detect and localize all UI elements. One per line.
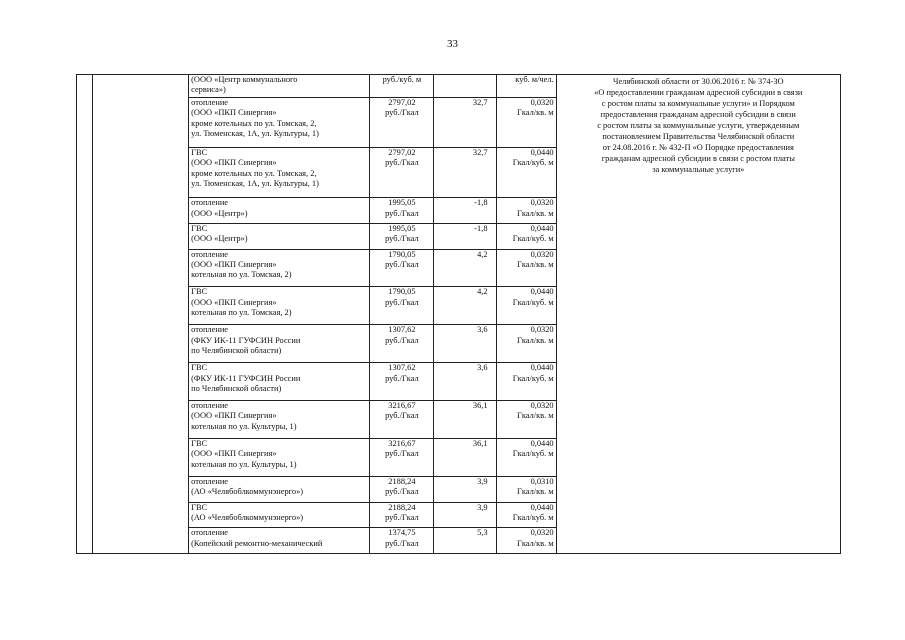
legal-basis-text: за коммунальные услуги» — [652, 165, 745, 174]
service-text: отопление — [191, 98, 229, 107]
tariff-text: 1307,62 — [388, 325, 416, 335]
municipality-cell — [93, 75, 189, 554]
legal-basis-text: Челябинской области от 30.06.2016 г. № 374-ЗО — [613, 77, 784, 86]
growth-text: 36,1 — [472, 401, 488, 411]
growth-text: 36,1 — [472, 439, 488, 449]
tariff-text: руб./Гкал — [385, 259, 419, 269]
growth-cell — [434, 287, 496, 325]
norm-text: Гкал/кв. м — [517, 411, 554, 421]
growth-cell — [434, 325, 496, 363]
tariff-cell — [370, 249, 434, 287]
tariff-text: 1374,75 — [388, 528, 416, 538]
service-cell — [189, 75, 370, 98]
legal-basis-text: предоставления гражданам адресной субсидии в связи — [600, 110, 796, 119]
service-text: (ООО «ПКП Синергия» — [191, 158, 277, 168]
service-text: ГВС — [191, 363, 208, 373]
tariff-cell — [370, 476, 434, 502]
norm-text: 0,0320 — [530, 198, 554, 208]
tariff-text: руб./Гкал — [385, 335, 419, 345]
tariff-cell — [370, 98, 434, 148]
growth-cell — [434, 502, 496, 528]
tariff-text: 2797,02 — [388, 98, 416, 107]
service-text: ГВС — [191, 439, 208, 449]
legal-basis-text: от 24.08.2016 г. № 432-П «О Порядке предоставления — [602, 143, 794, 152]
growth-cell — [434, 401, 496, 439]
norm-cell — [496, 287, 556, 325]
norm-cell — [496, 249, 556, 287]
norm-cell — [496, 528, 556, 554]
tariff-cell — [370, 439, 434, 477]
service-cell — [189, 287, 370, 325]
service-text: (АО «Челябоблкоммунэнерго») — [191, 487, 304, 497]
norm-text: Гкал/кв. м — [517, 259, 554, 269]
legal-basis-cell — [556, 75, 840, 554]
norm-cell — [496, 476, 556, 502]
service-cell — [189, 98, 370, 148]
growth-cell — [434, 75, 496, 98]
tariff-cell — [370, 401, 434, 439]
tariff-text: 1995,05 — [388, 223, 416, 233]
norm-cell — [496, 223, 556, 249]
tariff-text: 2188,24 — [388, 476, 416, 486]
growth-text: 32,7 — [472, 98, 488, 107]
growth-cell — [434, 528, 496, 554]
norm-cell — [496, 325, 556, 363]
service-text: отопление — [191, 476, 229, 486]
norm-text: Гкал/кв. м — [517, 487, 554, 497]
norm-text: Гкал/кв. м — [517, 335, 554, 345]
service-text: (ООО «ПКП Синергия» — [191, 259, 277, 269]
tariff-cell — [370, 75, 434, 98]
legal-basis-text: гражданам адресной субсидии в связи с ростом платы — [601, 154, 795, 163]
service-text: отопление — [191, 249, 229, 259]
norm-text: 0,0320 — [530, 98, 554, 107]
service-cell — [189, 249, 370, 287]
growth-cell — [434, 98, 496, 148]
growth-text: 3,6 — [477, 363, 488, 373]
table-row — [77, 75, 841, 98]
tariff-text: руб./Гкал — [385, 487, 419, 497]
tariff-text: руб./куб. м — [382, 75, 422, 84]
norm-text: Гкал/куб. м — [512, 297, 554, 307]
norm-text: 0,0310 — [530, 476, 554, 486]
service-text: ГВС — [191, 148, 208, 158]
service-text: (ООО «ПКП Синергия» — [191, 411, 277, 421]
norm-cell — [496, 363, 556, 401]
tariff-cell — [370, 198, 434, 224]
service-text: (ООО «Центр») — [191, 234, 248, 244]
service-text: сервиса») — [191, 85, 226, 95]
service-text: (ООО «ПКП Синергия» — [191, 449, 277, 459]
norm-text: 0,0440 — [530, 502, 554, 512]
service-text: кроме котельных по ул. Томская, 2, — [191, 118, 317, 128]
tariff-cell — [370, 287, 434, 325]
growth-text: -1,8 — [474, 223, 488, 233]
service-text: котельная по ул. Культуры, 1) — [191, 421, 297, 431]
service-cell — [189, 502, 370, 528]
norm-text: Гкал/кв. м — [517, 208, 554, 218]
tariff-text: руб./Гкал — [385, 208, 419, 218]
service-text: котельная по ул. Томская, 2) — [191, 270, 292, 280]
tariff-text: руб./Гкал — [385, 108, 419, 118]
growth-text: 3,9 — [477, 502, 488, 512]
growth-text: 32,7 — [472, 148, 488, 158]
service-text: ГВС — [191, 223, 208, 233]
tariff-text: 1790,05 — [388, 249, 416, 259]
tariff-cell — [370, 528, 434, 554]
legal-basis-text: с ростом платы за коммунальные услуги» и Порядком — [601, 99, 795, 108]
service-cell — [189, 198, 370, 224]
norm-cell — [496, 502, 556, 528]
tariff-text: 3216,67 — [388, 401, 416, 411]
service-cell — [189, 223, 370, 249]
norm-text: Гкал/куб. м — [512, 512, 554, 522]
norm-text: 0,0320 — [530, 249, 554, 259]
legal-basis-text: с ростом платы за коммунальные услуги, утвержденным — [597, 121, 800, 130]
service-text: (АО «Челябоблкоммунэнерго») — [191, 512, 304, 522]
service-cell — [189, 363, 370, 401]
tariff-text: руб./Гкал — [385, 538, 419, 548]
growth-cell — [434, 249, 496, 287]
tariff-text: 3216,67 — [388, 439, 416, 449]
norm-text: 0,0320 — [530, 325, 554, 335]
service-text: (ООО «ПКП Синергия» — [191, 108, 277, 118]
norm-text: 0,0320 — [530, 528, 554, 538]
norm-text: Гкал/куб. м — [512, 158, 554, 168]
service-cell — [189, 528, 370, 554]
norm-text: 0,0440 — [530, 287, 554, 297]
service-text: отопление — [191, 401, 229, 411]
growth-cell — [434, 148, 496, 198]
service-text: (ООО «Центр коммунального — [191, 75, 298, 84]
service-text: кроме котельных по ул. Томская, 2, — [191, 168, 317, 178]
service-text: ул. Тюменская, 1А, ул. Культуры, 1) — [191, 128, 319, 138]
tariff-cell — [370, 363, 434, 401]
norm-text: 0,0440 — [530, 148, 554, 158]
norm-cell — [496, 98, 556, 148]
growth-cell — [434, 476, 496, 502]
service-text: отопление — [191, 325, 229, 335]
norm-text: Гкал/кв. м — [517, 108, 554, 118]
norm-text: 0,0320 — [530, 401, 554, 411]
growth-text: 4,2 — [477, 287, 488, 297]
norm-text: 0,0440 — [530, 363, 554, 373]
service-text: (Копейский ремонтно-механический — [191, 538, 323, 548]
growth-text: 5,3 — [477, 528, 488, 538]
tariff-text: 2797,02 — [388, 148, 416, 158]
legal-basis-text: постановлением Правительства Челябинской области — [602, 132, 795, 141]
growth-text: -1,8 — [474, 198, 488, 208]
growth-cell — [434, 363, 496, 401]
tariff-text: 1790,05 — [388, 287, 416, 297]
growth-text: 4,2 — [477, 249, 488, 259]
norm-text: Гкал/куб. м — [512, 234, 554, 244]
service-text: (ФКУ ИК-11 ГУФСИН России — [191, 373, 301, 383]
tariff-cell — [370, 502, 434, 528]
service-text: отопление — [191, 528, 229, 538]
service-text: по Челябинской области) — [191, 345, 282, 355]
growth-cell — [434, 439, 496, 477]
norm-cell — [496, 148, 556, 198]
growth-text: 3,6 — [477, 325, 488, 335]
tariff-text: 1307,62 — [388, 363, 416, 373]
norm-text: 0,0440 — [530, 223, 554, 233]
service-cell — [189, 401, 370, 439]
service-cell — [189, 439, 370, 477]
service-text: (ФКУ ИК-11 ГУФСИН России — [191, 335, 301, 345]
service-text: (ООО «Центр») — [191, 208, 248, 218]
norm-cell — [496, 439, 556, 477]
norm-text: куб. м/чел. — [515, 75, 554, 84]
tariff-text: 1995,05 — [388, 198, 416, 208]
service-text: ул. Тюменская, 1А, ул. Культуры, 1) — [191, 179, 319, 189]
service-text: отопление — [191, 198, 229, 208]
service-text: котельная по ул. Томская, 2) — [191, 308, 292, 318]
tariff-text: руб./Гкал — [385, 411, 419, 421]
service-text: по Челябинской области) — [191, 383, 282, 393]
service-text: ГВС — [191, 502, 208, 512]
norm-cell — [496, 198, 556, 224]
service-cell — [189, 476, 370, 502]
norm-text: 0,0440 — [530, 439, 554, 449]
norm-cell — [496, 401, 556, 439]
page-number: 33 — [447, 38, 458, 50]
norm-text: Гкал/куб. м — [512, 449, 554, 459]
growth-cell — [434, 223, 496, 249]
service-text: ГВС — [191, 287, 208, 297]
service-cell — [189, 325, 370, 363]
growth-cell — [434, 198, 496, 224]
norm-text: Гкал/куб. м — [512, 373, 554, 383]
tariff-text: руб./Гкал — [385, 234, 419, 244]
tariff-text: руб./Гкал — [385, 158, 419, 168]
service-text: (ООО «ПКП Синергия» — [191, 297, 277, 307]
service-text: котельная по ул. Культуры, 1) — [191, 459, 297, 469]
tariff-text: руб./Гкал — [385, 512, 419, 522]
tariff-cell — [370, 223, 434, 249]
tariff-table — [76, 74, 841, 554]
tariff-text: руб./Гкал — [385, 373, 419, 383]
tariff-cell — [370, 148, 434, 198]
tariff-cell — [370, 325, 434, 363]
tariff-text: руб./Гкал — [385, 449, 419, 459]
service-cell — [189, 148, 370, 198]
index-cell — [77, 75, 93, 554]
legal-basis-text: «О предоставлении гражданам адресной субсидии в связи — [594, 88, 803, 97]
norm-cell — [496, 75, 556, 98]
tariff-text: 2188,24 — [388, 502, 416, 512]
norm-text: Гкал/кв. м — [517, 538, 554, 548]
growth-text: 3,9 — [477, 476, 488, 486]
tariff-text: руб./Гкал — [385, 297, 419, 307]
